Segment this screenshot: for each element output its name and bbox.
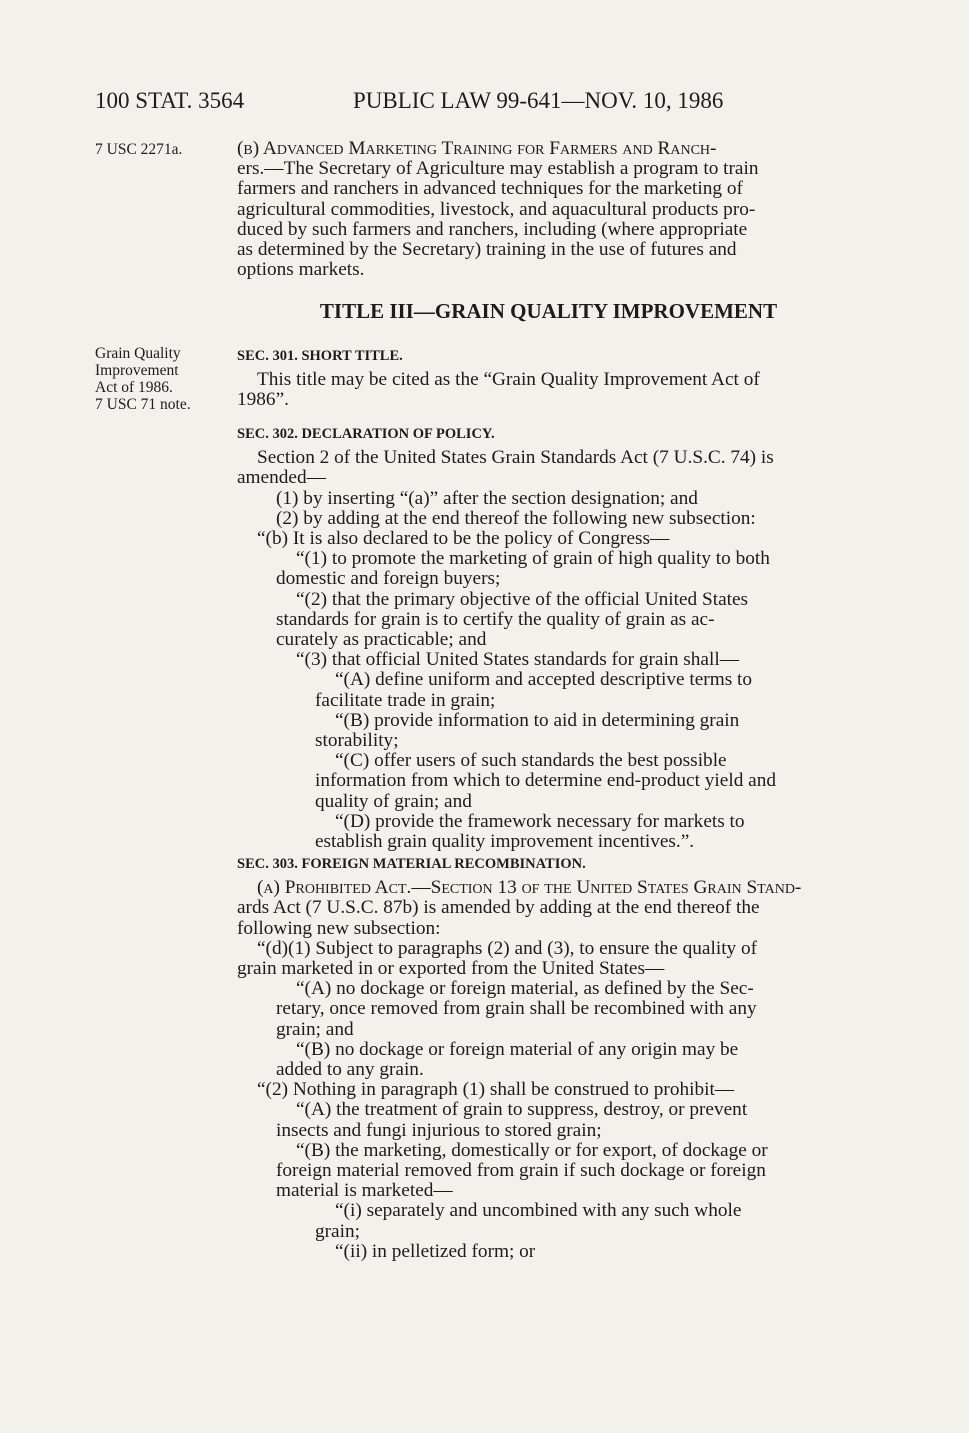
title-iii-heading: TITLE III—GRAIN QUALITY IMPROVEMENT xyxy=(319,299,778,323)
sec-303-line: ards Act (7 U.S.C. 87b) is amended by adding at the end thereof the xyxy=(237,897,760,919)
sec-303-line: “(B) the marketing, domestically or for export, of dockage or xyxy=(296,1139,768,1161)
sec-303-line: retary, once removed from grain shall be recombined with any xyxy=(276,998,757,1020)
sec-303 xyxy=(237,854,860,1262)
sec-303-line: “(A) no dockage or foreign material, as defined by the Sec- xyxy=(296,978,754,1000)
sec-302-line: “(D) provide the framework necessary for markets to xyxy=(335,810,745,832)
section-b-line: options markets. xyxy=(237,259,365,281)
sec-303-line: “(ii) in pelletized form; or xyxy=(335,1240,536,1262)
sec-302-line: curately as practicable; and xyxy=(276,629,487,651)
sec-303-line: (a) Prohibited Act.—Section 13 of the United States Grain Stand- xyxy=(257,877,802,899)
margin-note-line: Grain Quality xyxy=(95,345,181,362)
section-b xyxy=(237,139,860,280)
sec-303-line: “(A) the treatment of grain to suppress, destroy, or prevent xyxy=(296,1099,748,1121)
sec-301-text: This title may be cited as the “Grain Quality Improvement Act of xyxy=(257,369,760,391)
section-b-line: farmers and ranchers in advanced techniques for the marketing of xyxy=(237,178,743,200)
sec-302-line: Section 2 of the United States Grain Standards Act (7 U.S.C. 74) is xyxy=(257,447,774,469)
margin-note-usc-2271a: 7 USC 2271a. xyxy=(95,141,183,158)
sec-302-line: amended— xyxy=(237,467,326,489)
sec-302-line: domestic and foreign buyers; xyxy=(276,568,501,590)
sec-303-line: following new subsection: xyxy=(237,917,441,939)
sec-303-line: added to any grain. xyxy=(276,1059,424,1081)
sec-301-heading: SEC. 301. SHORT TITLE. xyxy=(237,348,403,364)
sec-303-line: grain marketed in or exported from the United States— xyxy=(237,958,665,980)
sec-302-line: information from which to determine end-product yield and xyxy=(315,770,777,792)
sec-302-line: (2) by adding at the end thereof the following new subsection: xyxy=(276,507,756,529)
sec-302-line: “(B) provide information to aid in determining grain xyxy=(335,709,740,731)
sec-302-line: standards for grain is to certify the quality of grain as ac- xyxy=(276,608,715,630)
margin-note-line: 7 USC 71 note. xyxy=(95,396,191,413)
sec-303-line: material is marketed— xyxy=(276,1180,453,1202)
sec-302-line: “(b) It is also declared to be the policy of Congress— xyxy=(257,528,670,550)
sec-302-line: quality of grain; and xyxy=(315,790,472,812)
section-b-heading: (b) Advanced Marketing Training for Farmers and Ranch- xyxy=(237,138,717,159)
sec-303-line: “(d)(1) Subject to paragraphs (2) and (3), to ensure the quality of xyxy=(257,937,758,959)
sec-303-line: foreign material removed from grain if such dockage or foreign xyxy=(276,1160,766,1182)
law-reference: PUBLIC LAW 99-641—NOV. 10, 1986 xyxy=(353,88,724,113)
sec-303-heading: SEC. 303. FOREIGN MATERIAL RECOMBINATION. xyxy=(237,856,586,872)
margin-note-line: Improvement xyxy=(95,362,179,379)
sec-303-line: insects and fungi injurious to stored grain; xyxy=(276,1119,602,1141)
sec-302-line: “(C) offer users of such standards the best possible xyxy=(335,750,727,772)
section-b-line: as determined by the Secretary) training in the use of futures and xyxy=(237,239,737,261)
sec-301 xyxy=(237,346,860,411)
sec-302-line: “(3) that official United States standards for grain shall— xyxy=(296,649,739,671)
sec-302-line: “(1) to promote the marketing of grain of high quality to both xyxy=(296,548,770,570)
sec-303-line: “(2) Nothing in paragraph (1) shall be construed to prohibit— xyxy=(257,1079,735,1101)
section-b-line: duced by such farmers and ranchers, including (where appropriate xyxy=(237,218,748,240)
sec-303-line: “(B) no dockage or foreign material of any origin may be xyxy=(296,1038,739,1060)
sec-302-line: “(2) that the primary objective of the official United States xyxy=(296,588,749,610)
margin-note-short-title xyxy=(95,345,225,413)
sec-302-line: (1) by inserting “(a)” after the section designation; and xyxy=(276,487,698,509)
sec-303-line: grain; and xyxy=(276,1018,354,1040)
sec-302-line: facilitate trade in grain; xyxy=(315,689,496,711)
sec-303-line: “(i) separately and uncombined with any such whole xyxy=(335,1200,742,1222)
sec-302 xyxy=(237,424,860,852)
sec-302-line: establish grain quality improvement incentives.”. xyxy=(315,831,695,853)
sec-301-text: 1986”. xyxy=(237,389,289,411)
sec-302-line: storability; xyxy=(315,730,399,752)
margin-note-line: Act of 1986. xyxy=(95,379,173,396)
page-reference: 100 STAT. 3564 xyxy=(95,88,245,113)
sec-302-line: “(A) define uniform and accepted descriptive terms to xyxy=(335,669,753,691)
sec-302-heading: SEC. 302. DECLARATION OF POLICY. xyxy=(237,426,495,442)
sec-303-line: grain; xyxy=(315,1220,360,1242)
section-b-line: ers.—The Secretary of Agriculture may establish a program to train xyxy=(237,158,759,180)
section-b-line: agricultural commodities, livestock, and aquacultural products pro- xyxy=(237,198,756,220)
